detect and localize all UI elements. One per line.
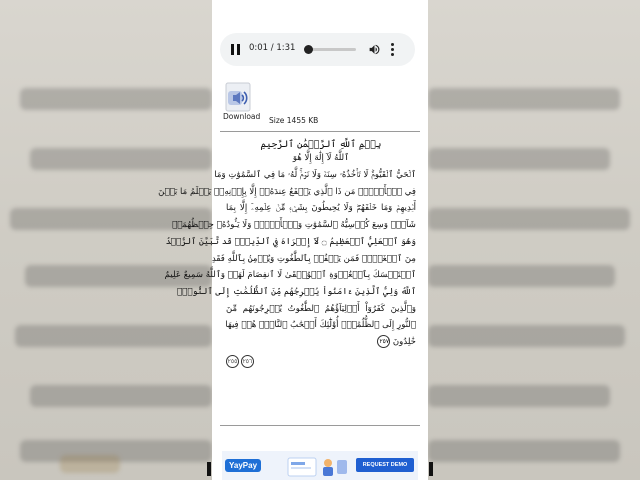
blurred-background-right [428,0,640,480]
pause-icon[interactable] [231,44,241,55]
page-heading-line: ٱللَّهُ لَآ إِلَٰهَ إِلَّا هُوَ [292,153,350,163]
verse-line: فِي ٱلۡأَرۡضِۗ مَن ذَا ٱلَّذِي يَشۡفَعُ عِندَهُۥٓ إِلَّا بِإِذۡنِهِۦۚ يَعۡلَمُ مَا بَيۡنَ [158,186,416,197]
verse-line: وَهُوَ ٱلۡعَلِيُّ ٱلۡعَظِيمُ ۝ لَآ إِكۡرَاهَ فِي ٱلدِّينِۖ قَد تَّبَيَّنَ ٱلرُّشۡدُ [165,236,416,247]
verse-line: أَيۡدِيهِمۡ وَمَا خَلۡفَهُمۡۖ وَلَا يُحِيطُونَ بِشَيۡءٖ مِّنۡ عِلۡمِهِۦٓ إِلَّا بِمَا [226,203,416,214]
request-demo-button[interactable]: REQUEST DEMO [356,458,414,472]
more-vertical-icon[interactable] [391,43,395,57]
verse-line: ٱلنُّورِ إِلَى ٱلظُّلُمَٰتِۗ أُوْلَٰٓئِكَ أَصۡحَٰبُ ٱلنَّارِۖ هُمۡ فِيهَا [225,320,416,331]
edge-mark-left [207,462,211,476]
verse-line: ٱسۡتَمۡسَكَ بِٱلۡعُرۡوَةِ ٱلۡوُثۡقَىٰ لَا ٱنفِصَامَ لَهَاۗ وَٱللَّهُ سَمِيعٌ عَلِيمٌ [164,270,416,281]
verse-line: وَٱلَّذِينَ كَفَرُوٓاْ أَوۡلِيَآؤُهُمُ ٱلطَّٰغُوتُ يُخۡرِجُونَهُم مِّنَ [226,303,416,314]
verse-line: ٱلۡحَيُّ ٱلۡقَيُّومُۚ لَا تَأۡخُذُهُۥ سِنَةٞ وَلَا نَوۡمٞۚ لَّهُۥ مَا فِي ٱلسَّمَٰوَٰتِ وَمَا [214,170,416,180]
audio-time-display: 0:01 / 1:31 [249,43,296,53]
verse-line: مِنَ ٱلۡغَيِّۚ فَمَن يَكۡفُرۡ بِٱلطَّٰغُوتِ وَيُؤۡمِنۢ بِٱللَّهِ فَقَدِ [211,253,416,264]
audio-file-icon [225,82,253,112]
quran-page [158,138,416,418]
volume-icon[interactable] [368,43,381,56]
verse-line: ٱللَّهُ وَلِيُّ ٱلَّذِينَ ءَامَنُواْ يُخۡرِجُهُم مِّنَ ٱلظُّلُمَٰتِ إِلَى ٱلنُّورِۖ [177,286,416,297]
audio-progress-thumb[interactable] [304,45,313,54]
ad-illustration [282,454,352,478]
ad-brand-logo: YayPay [225,459,261,472]
ad-banner[interactable] [222,451,418,480]
download-button[interactable] [222,80,262,124]
verse-line-text: خَٰلِدُونَ [392,337,416,348]
verse-line [226,334,416,351]
verse-line: شَآءَۚ وَسِعَ كُرۡسِيُّهُ ٱلسَّمَٰوَٰتِ وَٱلۡأَرۡضَۖ وَلَا يَـُٔودُهُۥ حِفۡظُهُمَاۚ [172,220,416,231]
audio-progress-slider[interactable] [308,48,356,51]
divider-bottom [220,425,420,426]
ayah-number-marker: ٢٥٦ [241,355,254,368]
phone-viewport [158,0,428,480]
divider-top [220,131,420,132]
ayah-number-marker: ٢٥٧ [377,335,390,348]
edge-mark-right [429,462,433,476]
audio-player [220,33,415,66]
file-size-text: Size 1455 KB [269,116,319,125]
ayah-number-marker: ٢٥٥ [226,355,239,368]
basmala: بِسۡمِ ٱللَّهِ ٱلرَّحۡمَٰنِ ٱلرَّحِيمِ [260,139,382,150]
download-label: Download [223,112,261,121]
